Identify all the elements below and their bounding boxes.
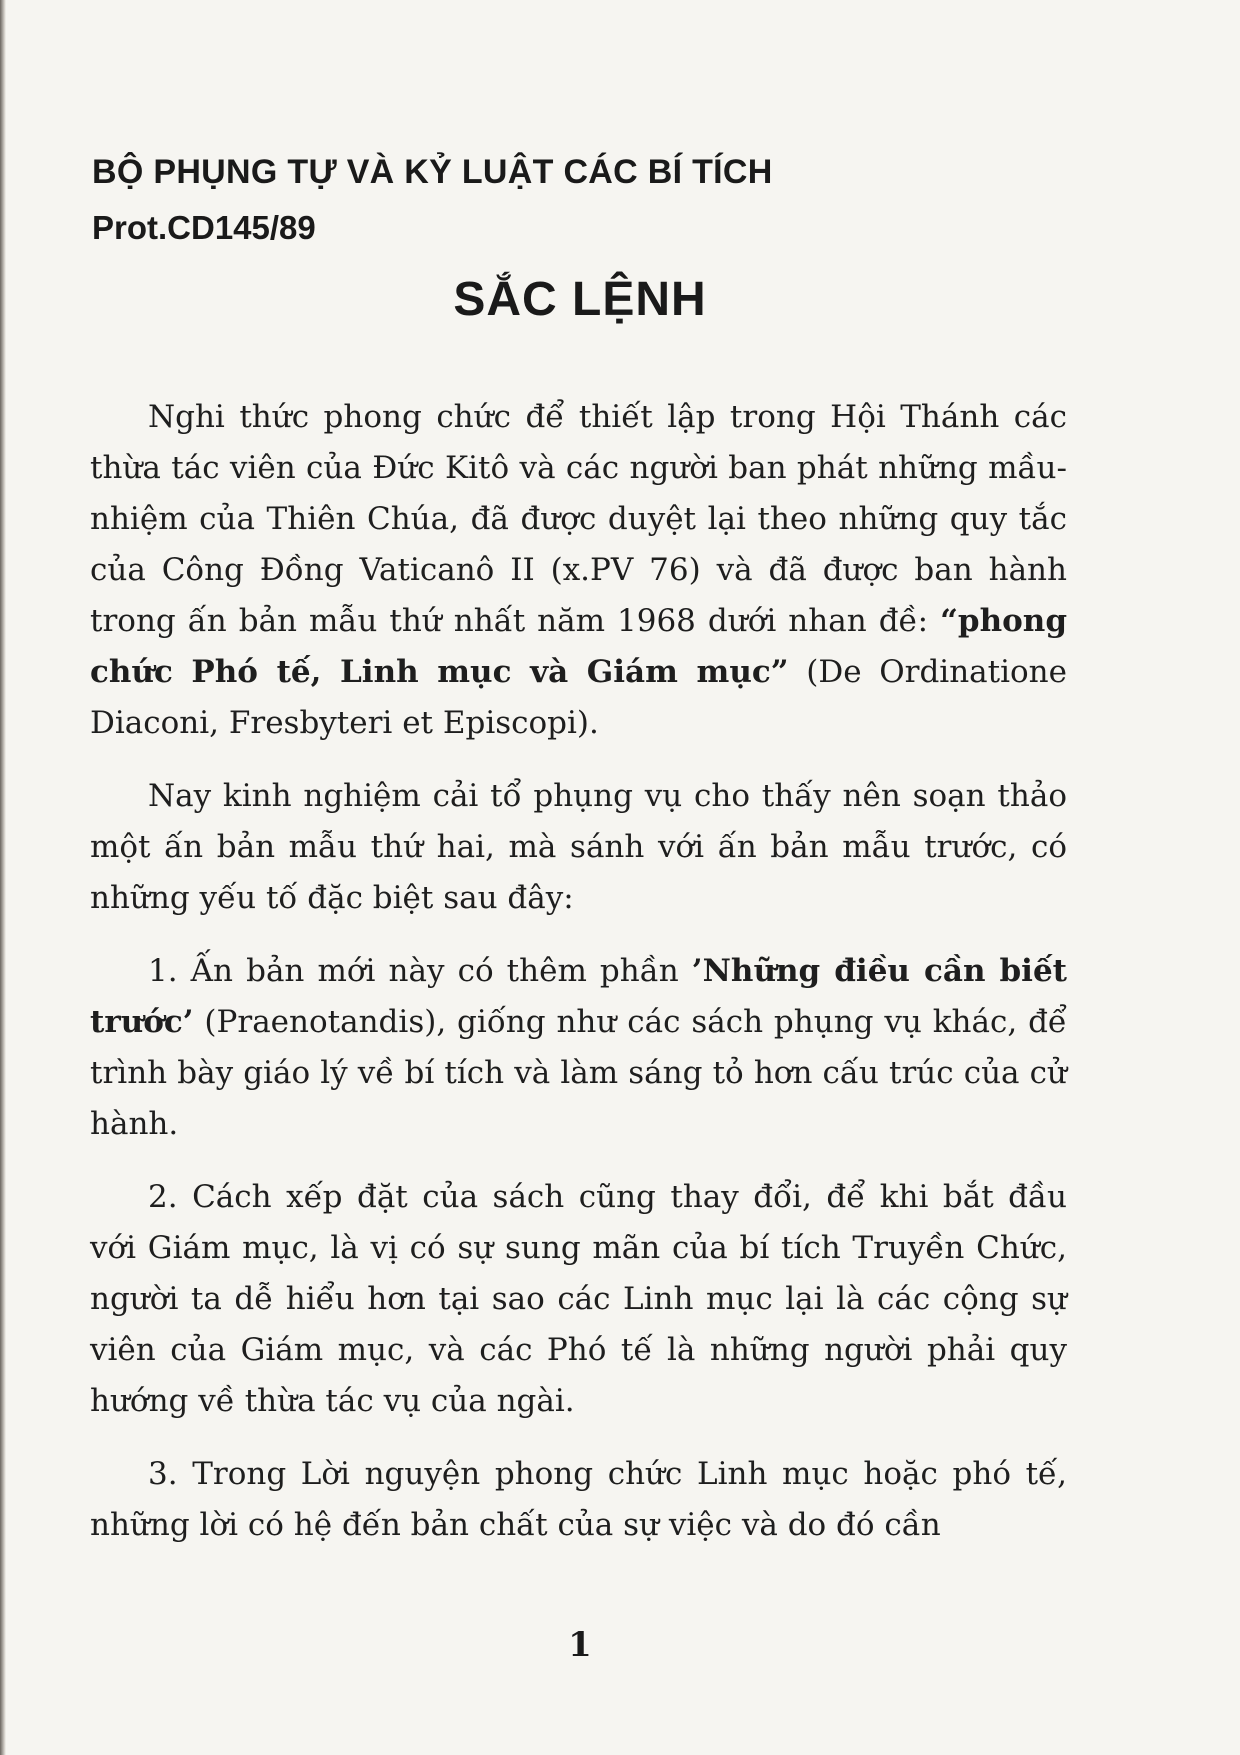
page-edge-shadow	[0, 0, 6, 1755]
paragraph-intro	[90, 392, 1067, 749]
paragraph-text: 1. Ấn bản mới này có thêm phần	[148, 953, 692, 989]
paragraph-text: 2. Cách xếp đặt của sách cũng thay đổi, để khi bắt đầu với Giám mục, là vị có sự sung mãn của bí tích Truyền Chức, người ta dễ hiểu hơn tại sao các Linh mục lại là các cộng sự viên của Giám mục, và các Phó tế là những người phải quy hướng về thừa tác vụ của ngài.	[90, 1179, 1067, 1419]
paragraph-emphasis: ’Những điều cần biết trước’	[90, 953, 1067, 1040]
paragraph-emphasis: “phong chức Phó tế, Linh mục và Giám mục”	[90, 603, 1067, 690]
paragraph-experience	[90, 771, 1067, 924]
paragraph-text: (De Ordinatione Diaconi, Fresbyteri et Episcopi).	[90, 654, 1067, 741]
paragraph-text: (Praenotandis), giống như các sách phụng vụ khác, để trình bày giáo lý về bí tích và làm sáng tỏ hơn cấu trúc của cử hành.	[90, 1004, 1067, 1142]
paragraph-point-3	[90, 1449, 1067, 1551]
paragraph-point-2	[90, 1172, 1067, 1427]
paragraph-text: Nay kinh nghiệm cải tổ phụng vụ cho thấy nên soạn thảo một ấn bản mẫu thứ hai, mà sánh với ấn bản mẫu trước, có những yếu tố đặc biệt sau đây:	[90, 778, 1067, 916]
paragraph-text: 3. Trong Lời nguyện phong chức Linh mục hoặc phó tế, những lời có hệ đến bản chất của sự việc và do đó cần	[90, 1456, 1067, 1543]
paragraph-text: Nghi thức phong chức để thiết lập trong Hội Thánh các thừa tác viên của Đức Kitô và các người ban phát những mầu-nhiệm của Thiên Chúa, đã được duyệt lại theo những quy tắc của Công Đồng Vaticanô II (x.PV 76) và đã được ban hành trong ấn bản mẫu thứ nhất năm 1968 dưới nhan đề:	[90, 399, 1067, 639]
page-number: 1	[568, 1625, 592, 1665]
department-heading: BỘ PHỤNG TỰ VÀ KỶ LUẬT CÁC BÍ TÍCH	[92, 153, 773, 191]
protocol-number: Prot.CD145/89	[92, 209, 316, 246]
page-title: SẮC LỆNH	[453, 273, 707, 326]
document-body	[90, 392, 1067, 1573]
paragraph-point-1	[90, 946, 1067, 1150]
document-header	[92, 150, 1092, 250]
